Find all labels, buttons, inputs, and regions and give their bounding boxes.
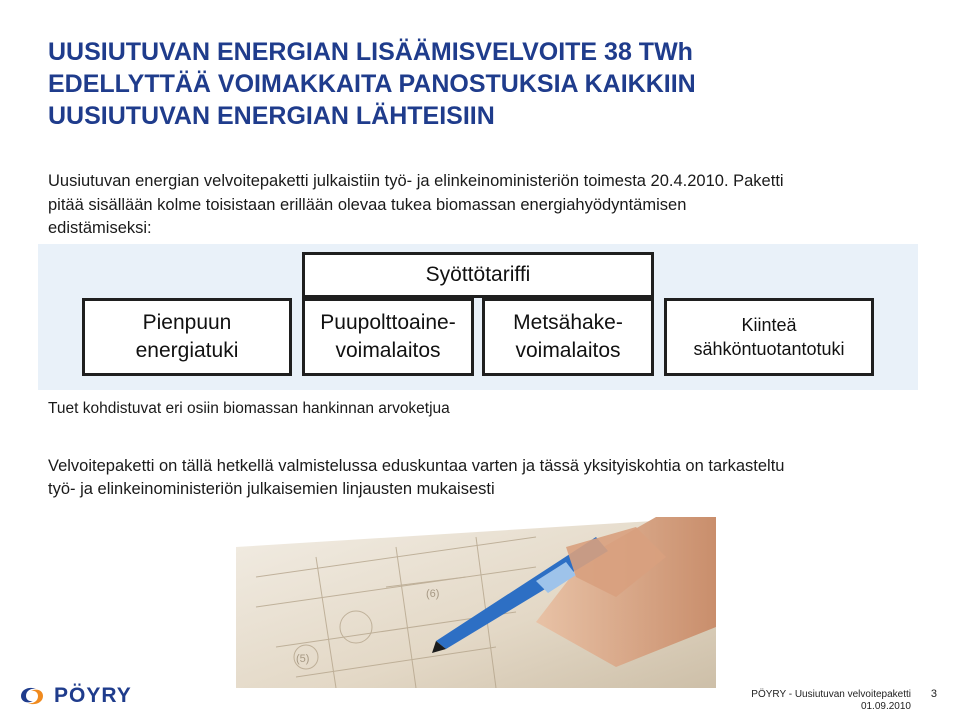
pen-and-document-illustration [236, 517, 716, 688]
poyry-swirl-icon [18, 685, 46, 707]
title-line-1: UUSIUTUVAN ENERGIAN LISÄÄMISVELVOITE 38 TWh [48, 38, 693, 66]
slide-title [48, 36, 928, 132]
intro-line-3: edistämiseksi: [48, 219, 152, 237]
box4-line-2: sähköntuotantotuki [693, 339, 845, 359]
sketch-mark-2: (6) [426, 588, 440, 600]
status-paragraph [48, 455, 938, 501]
box4-line-1: Kiinteä [741, 315, 797, 335]
small-wood-energy-support-box [82, 298, 292, 376]
feed-in-tariff-label: Syöttötariffi [425, 263, 531, 286]
intro-line-1: Uusiutuvan energian velvoitepaketti julkaistiin työ- ja elinkeinoministeriön toimesta 20.4.2010. Paketti [48, 172, 784, 190]
wood-fuel-power-plant-box [302, 298, 474, 376]
footer-info [751, 689, 911, 713]
paragraph-line-2: työ- ja elinkeinoministeriön julkaisemien linjausten mukaisesti [48, 480, 495, 498]
pen-and-document-photo [236, 517, 716, 688]
title-line-3: UUSIUTUVAN ENERGIAN LÄHTEISIIN [48, 102, 495, 130]
box3-line-2: voimalaitos [515, 339, 621, 362]
page-number: 3 [930, 688, 937, 700]
box1-line-1: Pienpuun [142, 311, 232, 334]
intro-text [48, 170, 928, 241]
footer-date: 01.09.2010 [860, 701, 911, 712]
box3-line-1: Metsähake- [513, 311, 623, 334]
poyry-logo-text: PÖYRY [54, 684, 132, 707]
paragraph-line-1: Velvoitepaketti on tällä hetkellä valmistelussa eduskuntaa varten ja tässä yksityiskohtia on tarkasteltu [48, 457, 785, 475]
forest-chip-power-plant-box [482, 298, 654, 376]
feed-in-tariff-box [302, 252, 654, 298]
box1-line-2: energiatuki [135, 339, 239, 362]
sketch-mark-1: (5) [296, 653, 310, 665]
intro-line-2: pitää sisällään kolme toisistaan erillään olevaa tukea biomassan energiahyödyntämisen [48, 195, 687, 214]
footer-presentation-title: PÖYRY - Uusiutuvan velvoitepaketti [751, 689, 911, 700]
box2-line-1: Puupolttoaine- [320, 311, 456, 334]
poyry-logo [18, 684, 132, 708]
value-chain-note: Tuet kohdistuvat eri osiin biomassan hankinnan arvoketjua [48, 400, 450, 417]
fixed-electricity-support-box [664, 298, 874, 376]
box2-line-2: voimalaitos [335, 339, 441, 362]
title-line-2: EDELLYTTÄÄ VOIMAKKAITA PANOSTUKSIA KAIKKIIN [48, 70, 696, 98]
